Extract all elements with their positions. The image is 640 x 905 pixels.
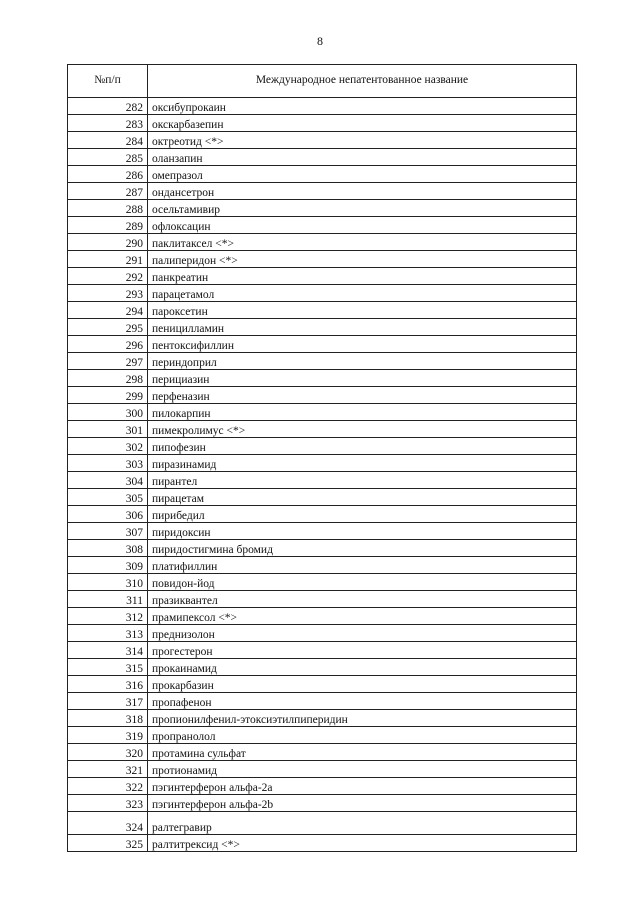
table-row	[68, 591, 577, 608]
table-row	[68, 455, 577, 472]
drug-name-cell: оксибупрокаин	[148, 98, 577, 115]
row-number-cell: 319	[68, 727, 148, 744]
drug-name-cell: прокарбазин	[148, 676, 577, 693]
drug-name-cell: палиперидон <*>	[148, 251, 577, 268]
drug-name-cell: перфеназин	[148, 387, 577, 404]
table-row	[68, 727, 577, 744]
row-number-cell: 313	[68, 625, 148, 642]
drug-name-cell: протамина сульфат	[148, 744, 577, 761]
drug-name-cell: омепразол	[148, 166, 577, 183]
table-row	[68, 200, 577, 217]
drug-name-cell: пропионилфенил-этоксиэтилпиперидин	[148, 710, 577, 727]
row-number-cell: 321	[68, 761, 148, 778]
table-row	[68, 132, 577, 149]
table-row	[68, 404, 577, 421]
table-row	[68, 234, 577, 251]
drug-list-table	[67, 64, 577, 852]
row-number-cell: 325	[68, 835, 148, 852]
drug-name-cell: пирантел	[148, 472, 577, 489]
row-number-cell: 296	[68, 336, 148, 353]
drug-name-cell: пэгинтерферон альфа-2b	[148, 795, 577, 812]
drug-name-cell: ралтитрексид <*>	[148, 835, 577, 852]
table-row	[68, 676, 577, 693]
drug-name-cell: пиридоксин	[148, 523, 577, 540]
row-number-cell: 315	[68, 659, 148, 676]
drug-name-cell: офлоксацин	[148, 217, 577, 234]
drug-name-cell: паклитаксел <*>	[148, 234, 577, 251]
table-row	[68, 438, 577, 455]
row-number-cell: 282	[68, 98, 148, 115]
table-row	[68, 574, 577, 591]
row-number-cell: 316	[68, 676, 148, 693]
drug-name-cell: ондансетрон	[148, 183, 577, 200]
row-number-cell: 284	[68, 132, 148, 149]
row-number-cell: 310	[68, 574, 148, 591]
drug-name-cell: прокаинамид	[148, 659, 577, 676]
table-row	[68, 642, 577, 659]
drug-name-cell: окскарбазепин	[148, 115, 577, 132]
drug-name-cell: прогестерон	[148, 642, 577, 659]
table-row	[68, 659, 577, 676]
drug-name-cell: повидон-йод	[148, 574, 577, 591]
row-number-cell: 308	[68, 540, 148, 557]
row-number-cell: 317	[68, 693, 148, 710]
table-header-row	[68, 65, 577, 98]
table-row	[68, 835, 577, 852]
row-number-cell: 302	[68, 438, 148, 455]
drug-name-cell: периндоприл	[148, 353, 577, 370]
row-number-cell: 285	[68, 149, 148, 166]
row-number-cell: 295	[68, 319, 148, 336]
row-number-cell: 294	[68, 302, 148, 319]
drug-name-cell: протионамид	[148, 761, 577, 778]
row-number-cell: 291	[68, 251, 148, 268]
table-row	[68, 506, 577, 523]
drug-name-cell: пентоксифиллин	[148, 336, 577, 353]
row-number-cell: 309	[68, 557, 148, 574]
drug-name-cell: октреотид <*>	[148, 132, 577, 149]
drug-name-cell: пеницилламин	[148, 319, 577, 336]
drug-name-cell: перициазин	[148, 370, 577, 387]
table-row	[68, 183, 577, 200]
page-number: 8	[317, 34, 323, 48]
table-row	[68, 370, 577, 387]
table-row	[68, 336, 577, 353]
table-row	[68, 166, 577, 183]
table-row	[68, 489, 577, 506]
table-row	[68, 302, 577, 319]
row-number-cell: 314	[68, 642, 148, 659]
row-number-cell: 289	[68, 217, 148, 234]
drug-name-cell: парацетамол	[148, 285, 577, 302]
row-number-cell: 323	[68, 795, 148, 812]
row-number-cell: 303	[68, 455, 148, 472]
row-number-cell: 320	[68, 744, 148, 761]
row-number-cell: 307	[68, 523, 148, 540]
table-row	[68, 149, 577, 166]
drug-name-cell: пирацетам	[148, 489, 577, 506]
row-number-cell: 292	[68, 268, 148, 285]
drug-name-cell: оланзапин	[148, 149, 577, 166]
drug-name-cell: пропафенон	[148, 693, 577, 710]
drug-name-cell: преднизолон	[148, 625, 577, 642]
table-row	[68, 285, 577, 302]
drug-name-cell: пароксетин	[148, 302, 577, 319]
row-number-cell: 299	[68, 387, 148, 404]
row-number-cell: 288	[68, 200, 148, 217]
table-row	[68, 523, 577, 540]
table-row	[68, 251, 577, 268]
table-row	[68, 268, 577, 285]
drug-name-cell: празиквантел	[148, 591, 577, 608]
table-row	[68, 710, 577, 727]
table-row	[68, 693, 577, 710]
table-row	[68, 778, 577, 795]
name-column-header: Международное непатентованное название	[148, 65, 577, 98]
row-number-cell: 290	[68, 234, 148, 251]
row-number-cell: 286	[68, 166, 148, 183]
drug-name-cell: пипофезин	[148, 438, 577, 455]
table-row	[68, 795, 577, 812]
drug-name-cell: ралтегравир	[148, 812, 577, 835]
row-number-cell: 300	[68, 404, 148, 421]
drug-name-cell: пиридостигмина бромид	[148, 540, 577, 557]
row-number-cell: 318	[68, 710, 148, 727]
drug-name-cell: пиразинамид	[148, 455, 577, 472]
drug-name-cell: пимекролимус <*>	[148, 421, 577, 438]
drug-name-cell: платифиллин	[148, 557, 577, 574]
row-number-cell: 324	[68, 812, 148, 835]
table-row	[68, 217, 577, 234]
row-number-cell: 283	[68, 115, 148, 132]
table-row	[68, 472, 577, 489]
drug-name-cell: пилокарпин	[148, 404, 577, 421]
table-row	[68, 744, 577, 761]
table-row	[68, 387, 577, 404]
row-number-cell: 322	[68, 778, 148, 795]
table-row	[68, 353, 577, 370]
table-body	[68, 98, 577, 852]
table-row	[68, 557, 577, 574]
drug-name-cell: пирибедил	[148, 506, 577, 523]
row-number-cell: 306	[68, 506, 148, 523]
drug-name-cell: пэгинтерферон альфа-2а	[148, 778, 577, 795]
table-row	[68, 625, 577, 642]
row-number-cell: 301	[68, 421, 148, 438]
drug-name-cell: осельтамивир	[148, 200, 577, 217]
table-row	[68, 115, 577, 132]
table-row	[68, 540, 577, 557]
row-number-cell: 312	[68, 608, 148, 625]
row-number-cell: 304	[68, 472, 148, 489]
row-number-cell: 287	[68, 183, 148, 200]
row-number-cell: 298	[68, 370, 148, 387]
table-row	[68, 319, 577, 336]
table-row	[68, 421, 577, 438]
table-row	[68, 98, 577, 115]
row-number-cell: 311	[68, 591, 148, 608]
drug-name-cell: прамипексол <*>	[148, 608, 577, 625]
row-number-cell: 293	[68, 285, 148, 302]
table-row	[68, 812, 577, 835]
row-number-cell: 297	[68, 353, 148, 370]
number-column-header: №п/п	[68, 65, 148, 98]
row-number-cell: 305	[68, 489, 148, 506]
table-row	[68, 761, 577, 778]
drug-name-cell: пропранолол	[148, 727, 577, 744]
table-row	[68, 608, 577, 625]
drug-name-cell: панкреатин	[148, 268, 577, 285]
